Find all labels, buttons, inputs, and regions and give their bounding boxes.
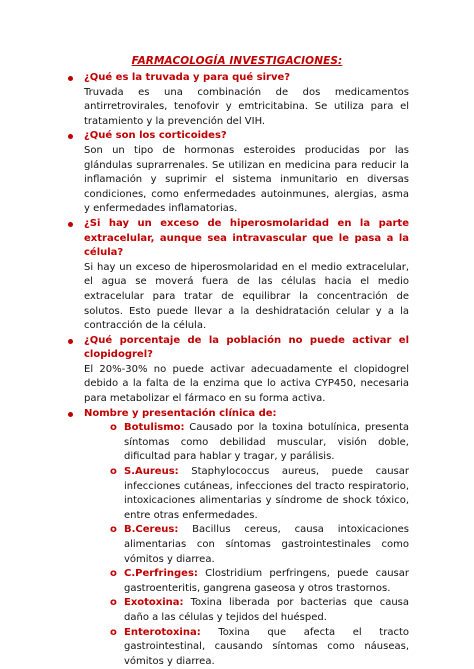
hollow-bullet-icon: o [110,626,117,638]
hollow-bullet-icon: o [110,466,117,478]
document-title: FARMACOLOGÍA INVESTIGACIONES: [131,55,343,67]
sub-item-label: Exotoxina: [124,597,184,609]
sub-item-text: Clostridium perfringens, puede causar gastroenteritis, gangrena gaseosa y otros trastornos. [124,568,409,594]
sub-item-enterotoxina [110,626,409,669]
sub-item-label: C.Perfringes: [124,568,198,580]
sub-item-exotoxina [110,596,409,625]
list-item-clopidogrel [84,334,409,407]
sub-item-label: S.Aureus: [124,466,179,478]
hollow-bullet-icon: o [110,597,117,609]
sub-item-label: Enterotoxina: [124,626,201,638]
answer-text: Si hay un exceso de hiperosmolaridad en el medio extracelular, el agua se moverá fuera de las células hacia el medio extracelular para tratar de equilibrar la concentración de solutos. Esto puede llevar a la deshidratación celular y a la contracción de la célula. [84,261,409,332]
sub-item-bcereus [110,523,409,567]
bullet-icon [68,134,73,139]
question-text: ¿Qué porcentaje de la población no puede activar el clopidogrel? [84,334,409,361]
answer-text: Truvada es una combinación de dos medicamentos antirretrovirales, tenofovir y emtricitabina. Se utiliza para el tratamiento y la prevención del VIH. [84,86,409,127]
hollow-bullet-icon: o [110,568,117,580]
hollow-bullet-icon: o [110,524,117,536]
hollow-bullet-icon: o [110,422,117,434]
list-item-presentacion [84,407,409,669]
sub-item-text: Staphylococcus aureus, puede causar infecciones cutáneas, infecciones del tracto respiratorio, intoxicaciones alimentarias y síndrome de shock tóxico, entre otras enfermedades. [124,466,409,521]
sub-item-text: Toxina liberada por bacterias que causa daño a las células y tejidos del huésped. [124,597,409,623]
question-text: ¿Qué son los corticoides? [84,130,227,142]
sub-item-text: Bacillus cereus, causa intoxicaciones alimentarias con síntomas gastrointestinales como vómitos y diarrea. [124,524,409,565]
list-item-hiperosmolaridad [84,217,409,334]
bullet-icon [68,76,73,81]
bullet-icon [68,222,73,227]
sub-item-text: Toxina que afecta el tracto gastrointestinal, causando síntomas como náuseas, vómitos y diarrea. [124,626,409,667]
sub-item-text: Causado por la toxina botulínica, presenta síntomas como debilidad muscular, visión doble, dificultad para hablar y tragar, y parálisis. [124,422,409,463]
sub-item-label: Botulismo: [124,422,185,434]
bullet-icon [68,412,73,417]
sub-item-botulismo [110,421,409,465]
answer-text: El 20%-30% no puede activar adecuadamente el clopidogrel debido a la falta de la enzima que lo activa CYP450, necesaria para metabolizar el fármaco en su forma activa. [84,363,409,405]
bullet-icon [68,339,73,344]
list-item-truvada [84,71,409,129]
questions-list [84,71,409,669]
presentation-heading: Nombre y presentación clínica de: [84,407,277,419]
sub-item-label: B.Cereus: [124,524,179,536]
sub-item-saureus [110,465,409,523]
sub-item-cperfringes [110,567,409,596]
question-text: ¿Qué es la truvada y para qué sirve? [84,72,291,83]
question-text: ¿Si hay un exceso de hiperosmolaridad en la parte extracelular, aunque sea intravascular que le pasa a la célula? [84,217,409,259]
list-item-corticoides [84,129,409,217]
answer-text: Son un tipo de hormonas esteroides producidas por las glándulas suprarrenales. Se utilizan en medicina para reducir la inflamación y suprimir el sistema inmunitario en diversas condiciones, como enfermedades autoinmunes, alergias, asma y enfermedades inflamatorias. [84,144,409,215]
